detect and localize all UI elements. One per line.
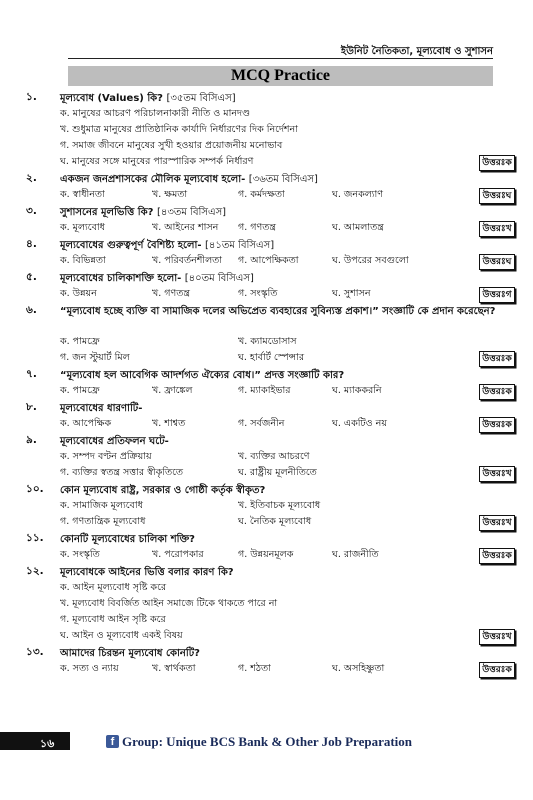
question-7 (20, 367, 515, 400)
answer-box: উত্তরঃখ (479, 629, 515, 645)
question-9 (20, 433, 515, 482)
option-ka: ক. বিভিন্নতা (60, 255, 106, 266)
question-text: মূল্যবোধ (Values) কি? [৩৫তম বিসিএস] (60, 93, 236, 104)
question-text: আমাদের চিরন্তন মূল্যবোধ কোনটি? (60, 648, 200, 659)
option-kha: খ. ব্যক্তির আচরণে (238, 451, 310, 462)
question-number: ৬. (26, 304, 37, 316)
answer-box: উত্তরঃঘ (479, 254, 515, 270)
question-number: ৩. (26, 205, 37, 217)
question-text: মূল্যবোধের প্রতিফলন ঘটে- (60, 436, 169, 447)
option-ga: গ. সর্বজনীন (238, 418, 285, 429)
option-ka: ক. স্বাধীনতা (60, 189, 105, 200)
answer-box: উত্তরঃখ (479, 466, 515, 482)
option-ga: গ. উন্নয়নমূলক (238, 549, 294, 560)
question-text: মূল্যবোধের ধারণাটি- (60, 403, 143, 414)
question-source: [৪৩তম বিসিএস] (156, 207, 227, 218)
option-gha: ঘ. উপরের সবগুলো (332, 255, 409, 266)
question-text: সুশাসনের মূলভিত্তি কি? [৪৩তম বিসিএস] (60, 207, 227, 218)
option-ka: ক. উন্নয়ন (60, 288, 97, 299)
option-ga: গ. জন স্টুয়ার্ট মিল (60, 352, 130, 363)
option-ga: গ. গণতন্ত্র (238, 222, 276, 233)
answer-box: উত্তরঃখ (479, 221, 515, 237)
question-number: ১০. (26, 483, 44, 495)
option-kha: খ. ফ্রাঙ্কেল (152, 385, 193, 396)
question-number: ৫. (26, 271, 37, 283)
question-number: ১২. (26, 565, 44, 577)
question-13 (20, 645, 515, 678)
answer-box: উত্তরঃক (479, 351, 515, 367)
question-source: [৪১তম বিসিএস] (204, 240, 275, 251)
header-rule (68, 58, 493, 59)
question-number: ২. (26, 172, 37, 184)
option-gha: ঘ. আমলাতন্ত্র (332, 222, 384, 233)
answer-box: উত্তরঃক (479, 417, 515, 433)
option-ga: গ. সমাজ জীবনে মানুষের সুখী হওয়ার প্রয়োজনীয় মনোভাব (60, 140, 283, 151)
question-number: ১৩. (26, 646, 44, 658)
answer-box: উত্তরঃগ (479, 287, 515, 303)
question-list (20, 90, 515, 678)
option-ga: গ. ম্যাকাইভার (238, 385, 291, 396)
option-gha: ঘ. সুশাসন (332, 288, 371, 299)
facebook-icon: f (106, 735, 119, 748)
answer-box: উত্তরঃক (479, 548, 515, 564)
question-text: “মূল্যবোধ হল আবেগিক আদর্শগত ঐক্যের বোধ।” প্রদত্ত সংজ্ঞাটি কার? (60, 370, 345, 381)
question-source: [৩৬তম বিসিএস] (248, 174, 318, 185)
question-text: কোনটি মূল্যবোধের চালিকা শক্তি? (60, 534, 195, 545)
option-kha: খ. শাশ্বত (152, 418, 186, 429)
option-gha: ঘ. অসহিষ্ণুতা (332, 663, 385, 674)
question-number: ৮. (26, 401, 37, 413)
question-number: ১. (26, 91, 37, 103)
question-5 (20, 270, 515, 303)
answer-box: উত্তরঃক (479, 662, 515, 678)
answer-box: উত্তরঃঘ (479, 188, 515, 204)
question-number: ১১. (26, 532, 44, 544)
option-ka: ক. আপেক্ষিক (60, 418, 112, 429)
question-12 (20, 564, 515, 645)
option-ka: ক. পামফ্রে (60, 336, 100, 347)
option-ka: ক. আইন মূল্যবোধ সৃষ্টি করে (60, 582, 167, 593)
question-text: মূল্যবোধকে আইনের ভিত্তি বলার কারণ কি? (60, 567, 234, 578)
option-gha: ঘ. রাষ্ট্রীয় মূলনীতিতে (238, 467, 317, 478)
option-gha: ঘ. ম্যাককরনি (332, 385, 382, 396)
option-ga: গ. আপেক্ষিকতা (238, 255, 299, 266)
question-2 (20, 171, 515, 204)
question-number: ৭. (26, 368, 37, 380)
question-number: ৯. (26, 434, 37, 446)
question-10 (20, 482, 515, 531)
option-ga: গ. গণতান্ত্রিক মূল্যবোধ (60, 516, 146, 527)
option-kha: খ. ক্যামডোসাস (238, 336, 297, 347)
question-source: [৪০তম বিসিএস] (184, 273, 254, 284)
question-1 (20, 90, 515, 171)
option-kha: খ. আইনের শাসন (152, 222, 219, 233)
option-kha: খ. মূল্যবোধ বিবর্জিত আইন সমাজে টিকে থাকতে পারে না (60, 598, 278, 609)
option-gha: ঘ. জনকল্যাণ (332, 189, 384, 200)
option-gha: ঘ. হার্বার্ট স্পেন্সার (238, 352, 305, 363)
question-8 (20, 400, 515, 433)
option-ga: গ. শঠতা (238, 663, 271, 674)
option-gha: ঘ. আইন ও মূল্যবোধ একই বিষয় (60, 630, 183, 641)
option-ka: ক. সম্পদ বণ্টন প্রক্রিয়ায় (60, 451, 152, 462)
option-kha: খ. ক্ষমতা (152, 189, 188, 200)
page-number: ১৬ (40, 737, 55, 750)
option-kha: খ. শুধুমাত্র মানুষের প্রাতিষ্ঠানিক কার্যাদি নির্ধারণের দিক নির্দেশনা (60, 124, 298, 135)
question-text: কোন মূল্যবোধ রাষ্ট্র, সরকার ও গোষ্ঠী কর্তৃক স্বীকৃত? (60, 485, 266, 496)
option-gha: ঘ. রাজনীতি (332, 549, 379, 560)
option-kha: খ. স্বার্থকতা (152, 663, 196, 674)
question-text: মূল্যবোধের চালিকাশক্তি হলো- [৪০তম বিসিএস] (60, 273, 254, 284)
option-ga: গ. কর্মদক্ষতা (238, 189, 285, 200)
question-number: ৪. (26, 238, 37, 250)
question-11 (20, 531, 515, 564)
option-kha: খ. পরোপকার (152, 549, 204, 560)
answer-box: উত্তরঃক (479, 155, 515, 171)
question-text: একজন জনপ্রশাসকের মৌলিক মূল্যবোধ হলো- [৩৬তম বিসিএস] (60, 174, 318, 185)
page-number-tab (0, 732, 70, 750)
section-banner: MCQ Practice (68, 66, 493, 86)
running-title: ইউনিট নৈতিকতা, মূল্যবোধ ও সুশাসন (340, 46, 493, 57)
option-gha: ঘ. নৈতিক মূল্যবোধ (238, 516, 312, 527)
answer-box: উত্তরঃখ (479, 515, 515, 531)
question-source: [৩৫তম বিসিএস] (166, 93, 236, 104)
option-ka: ক. সামাজিক মূল্যবোধ (60, 500, 143, 511)
question-4 (20, 237, 515, 270)
option-ka: ক. পামফ্রে (60, 385, 100, 396)
question-3 (20, 204, 515, 237)
question-6 (20, 303, 515, 367)
option-ga: গ. সংস্কৃতি (238, 288, 278, 299)
option-gha: ঘ. মানুষের সঙ্গে মানুষের পারস্পারিক সম্পর্ক নির্ধারণ (60, 156, 254, 167)
option-ka: ক. সংস্কৃতি (60, 549, 100, 560)
footer-group-text: Group: Unique BCS Bank & Other Job Preparation (122, 734, 413, 749)
option-ka: ক. মানুষের আচরণ পরিচালনাকারী নীতি ও মানদণ্ড (60, 108, 251, 119)
option-kha: খ. পরিবর্তনশীলতা (152, 255, 223, 266)
question-text: “মূল্যবোধ হচ্ছে ব্যক্তি বা সামাজিক দলের অভিপ্রেত ব্যবহারের সুবিন্যস্ত প্রকাশ।” সংজ্ঞাটি কে প্রদান করেছেন? (60, 306, 496, 317)
option-kha: খ. গণতন্ত্র (152, 288, 190, 299)
option-ga: গ. মূল্যবোধ আইন সৃষ্টি করে (60, 614, 166, 625)
option-kha: খ. ইতিবাচক মূল্যবোধ (238, 500, 321, 511)
option-ka: ক. মূল্যবোধ (60, 222, 105, 233)
option-ga: গ. ব্যক্তির স্বতন্ত্র সত্তার স্বীকৃতিতে (60, 467, 184, 478)
option-gha: ঘ. একটিও নয় (332, 418, 387, 429)
answer-box: উত্তরঃক (479, 384, 515, 400)
option-ka: ক. সত্য ও ন্যায় (60, 663, 119, 674)
question-text: মূল্যবোধের গুরুত্বপূর্ণ বৈশিষ্ট্য হলো- [৪১তম বিসিএস] (60, 240, 275, 251)
